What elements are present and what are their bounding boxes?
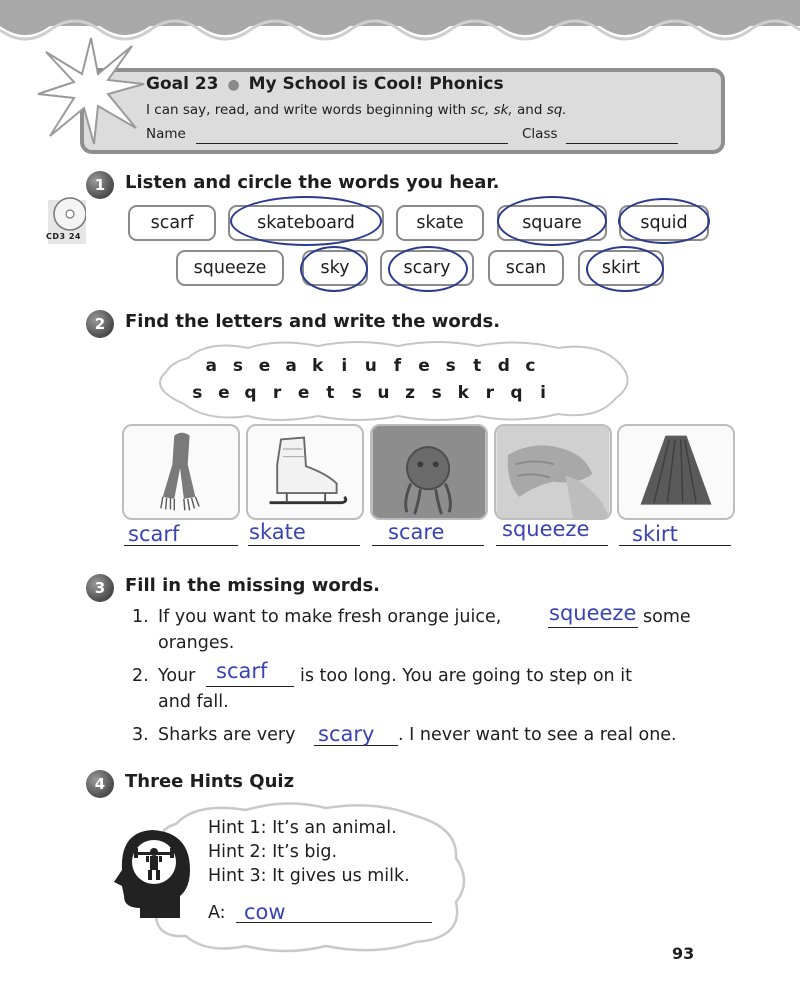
letter: u	[364, 356, 377, 376]
section-4-title: Three Hints Quiz	[125, 771, 295, 792]
sentence-1-text: If you want to make fresh orange juice,	[158, 607, 502, 627]
letter: t	[326, 383, 335, 403]
letter: e	[418, 356, 430, 376]
section-1-badge: 1	[86, 171, 114, 199]
goal-subtitle-and: and	[517, 102, 543, 118]
section-2-badge: 2	[86, 310, 114, 338]
letter: e	[297, 383, 310, 403]
answer-squeeze: squeeze	[502, 517, 590, 541]
sentence-2-number: 2.	[132, 666, 149, 686]
letter: r	[272, 383, 282, 403]
class-label: Class	[522, 126, 558, 142]
answer-label: A:	[208, 903, 226, 923]
letters-row-2	[184, 383, 556, 403]
word-chip-scan[interactable]: scan	[488, 250, 564, 286]
class-field[interactable]	[566, 143, 678, 144]
goal-title	[146, 74, 504, 94]
sentence-2-blank[interactable]	[206, 686, 294, 687]
answer-scarf: scarf	[128, 522, 180, 546]
squeeze-picture	[494, 424, 612, 520]
goal-subtitle	[146, 102, 567, 118]
starburst-icon	[36, 36, 146, 146]
sentence-2-text: is too long. You are going to step on it	[300, 666, 632, 686]
letter: u	[377, 383, 390, 403]
sentence-3-answer: scary	[318, 722, 375, 746]
thinking-head-icon	[110, 826, 194, 922]
answer-skate: skate	[249, 520, 306, 544]
skate-picture	[246, 424, 364, 520]
section-1-title: Listen and circle the words you hear.	[125, 172, 500, 193]
hint-3: Hint 3: It gives us milk.	[208, 866, 410, 886]
word-chip-scarf[interactable]: scarf	[128, 205, 216, 241]
letter: s	[192, 383, 203, 403]
answer-line-2[interactable]	[248, 545, 360, 546]
letter: a	[285, 356, 297, 376]
word-chip-skirt[interactable]: skirt	[578, 250, 664, 286]
name-field[interactable]	[196, 143, 508, 144]
answer-skirt: skirt	[632, 522, 678, 546]
answer-scare: scare	[388, 520, 445, 544]
letter-cloud	[148, 338, 634, 424]
sentence-3-pre: Sharks are very	[158, 725, 296, 745]
letters-row-1	[198, 356, 544, 376]
letter: e	[218, 383, 230, 403]
sentence-3-text: . I never want to see a real one.	[398, 725, 677, 745]
name-label: Name	[146, 126, 186, 142]
letter: t	[473, 356, 482, 376]
word-chip-scary[interactable]: scary	[380, 250, 474, 286]
skirt-picture	[617, 424, 735, 520]
letter: s	[431, 383, 442, 403]
cd-track-label: CD3 24	[46, 232, 81, 241]
hint-1: Hint 1: It’s an animal.	[208, 818, 397, 838]
letter: f	[393, 356, 402, 376]
letter: k	[457, 383, 469, 403]
section-3-badge: 3	[86, 574, 114, 602]
sentence-1-line2: oranges.	[158, 633, 235, 653]
word-chip-square[interactable]: square	[497, 205, 607, 241]
letter: d	[497, 356, 510, 376]
sentence-2-line2: and fall.	[158, 692, 229, 712]
letter: i	[341, 356, 348, 376]
letter: c	[525, 356, 536, 376]
word-chip-squid[interactable]: squid	[619, 205, 709, 241]
sentence-1-tail: some	[643, 607, 691, 627]
goal-topic: My School is Cool! Phonics	[248, 74, 504, 94]
section-3-title: Fill in the missing words.	[125, 575, 381, 596]
page-number: 93	[672, 944, 695, 963]
sentence-3-number: 3.	[132, 725, 149, 745]
word-chip-sky[interactable]: sky	[302, 250, 368, 286]
letter: r	[485, 383, 495, 403]
letter: i	[540, 383, 546, 403]
goal-number: Goal 23	[146, 74, 219, 94]
letter: e	[258, 356, 271, 376]
hint-2: Hint 2: It’s big.	[208, 842, 338, 862]
answer-line-3[interactable]	[372, 545, 484, 546]
section-4-badge: 4	[86, 770, 114, 798]
quiz-answer: cow	[244, 900, 286, 924]
sentence-2-answer: scarf	[216, 659, 268, 683]
letter: s	[445, 356, 456, 376]
letter: a	[205, 356, 218, 376]
letter: z	[405, 383, 415, 403]
sentence-1-answer: squeeze	[549, 601, 637, 625]
letter: q	[510, 383, 523, 403]
sentence-1-blank[interactable]	[548, 627, 638, 628]
letter: q	[244, 383, 257, 403]
scarf-picture	[122, 424, 240, 520]
goal-subtitle-text: I can say, read, and write words beginning with	[146, 102, 467, 118]
goal-subtitle-sq: sq.	[546, 102, 567, 118]
word-chip-squeeze[interactable]: squeeze	[176, 250, 284, 286]
scare-picture	[370, 424, 488, 520]
bullet-dot-icon: ●	[227, 77, 240, 93]
letter: s	[351, 383, 362, 403]
goal-subtitle-sc: sc,	[470, 102, 490, 118]
word-chip-skate[interactable]: skate	[396, 205, 484, 241]
section-2-title: Find the letters and write the words.	[125, 311, 501, 332]
sentence-1-number: 1.	[132, 607, 149, 627]
sentence-2-pre: Your	[158, 666, 196, 686]
goal-subtitle-sk: sk,	[493, 102, 513, 118]
letter: k	[312, 356, 324, 376]
word-chip-skateboard[interactable]: skateboard	[228, 205, 384, 241]
answer-line-4[interactable]	[496, 545, 608, 546]
letter: s	[232, 356, 243, 376]
